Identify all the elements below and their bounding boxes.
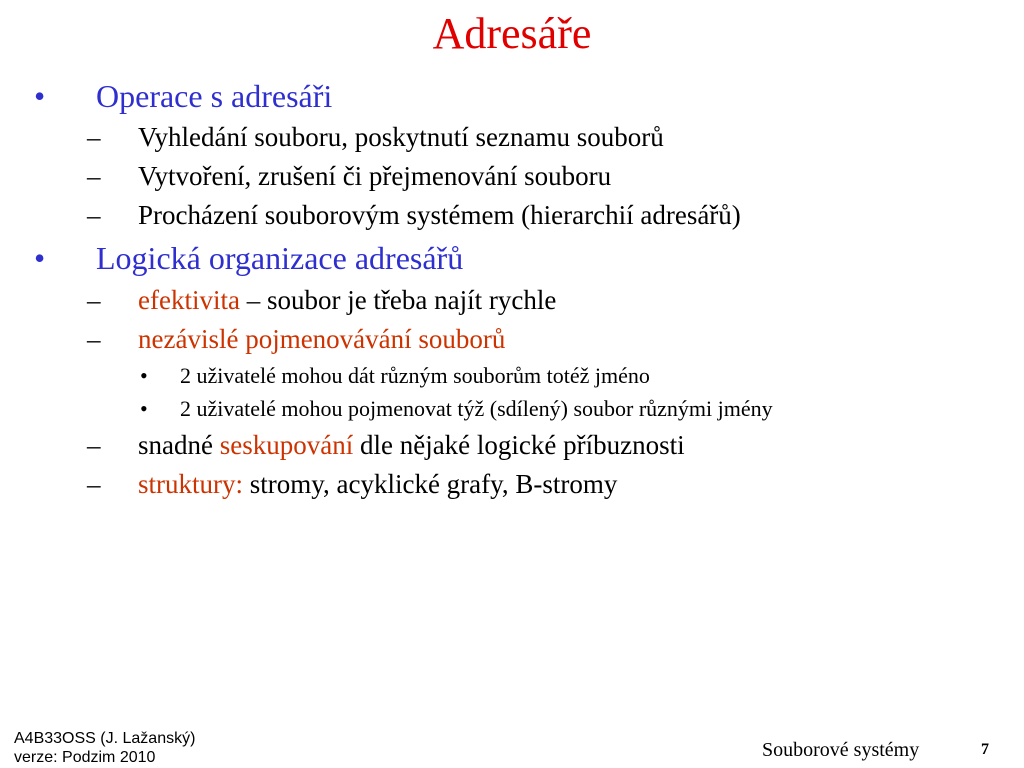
page-number: 7 [981, 741, 989, 758]
item-text: snadné [138, 430, 220, 460]
highlight-term: struktury: [138, 469, 243, 499]
subbullet-marker: • [140, 363, 148, 388]
list-item: Vyhledání souboru, poskytnutí seznamu souborů [138, 122, 664, 152]
item-text: stromy, acyklické grafy, B-stromy [243, 469, 618, 499]
dash-marker: – [87, 161, 101, 191]
sub-list-item: 2 uživatelé mohou pojmenovat týž (sdílený) soubor různými jmény [180, 396, 773, 421]
list-item [138, 322, 505, 356]
list-item: Vytvoření, zrušení či přejmenování souboru [138, 161, 612, 191]
item-text: – soubor je třeba najít rychle [239, 285, 557, 315]
sub-list-item: 2 uživatelé mohou dát různým souborům totéž jméno [180, 363, 650, 388]
footer-course-info [14, 729, 195, 767]
highlight-term: efektivita [138, 285, 240, 315]
bullet-marker: • [34, 78, 46, 114]
slide-title: Adresáře [432, 9, 592, 58]
dash-marker: – [87, 285, 101, 315]
footer-topic: Souborové systémy [762, 739, 920, 761]
dash-marker: – [87, 200, 101, 230]
list-item [138, 283, 556, 317]
section-heading-operations: Operace s adresáři [96, 78, 333, 114]
highlight-term: nezávislé pojmenovávání souborů [138, 324, 506, 354]
dash-marker: – [87, 430, 101, 460]
list-item [138, 428, 685, 462]
dash-marker: – [87, 324, 101, 354]
bullet-marker: • [34, 240, 46, 276]
dash-marker: – [87, 469, 101, 499]
subbullet-marker: • [140, 396, 148, 421]
item-text: dle nějaké logické příbuznosti [353, 430, 685, 460]
section-heading-organization: Logická organizace adresářů [96, 240, 464, 276]
dash-marker: – [87, 122, 101, 152]
highlight-term: seskupování [219, 430, 354, 460]
footer-course: A4B33OSS (J. Lažanský) [14, 730, 196, 747]
list-item [138, 467, 617, 501]
list-item: Procházení souborovým systémem (hierarchií adresářů) [138, 200, 741, 230]
footer-version: verze: Podzim 2010 [14, 749, 156, 766]
